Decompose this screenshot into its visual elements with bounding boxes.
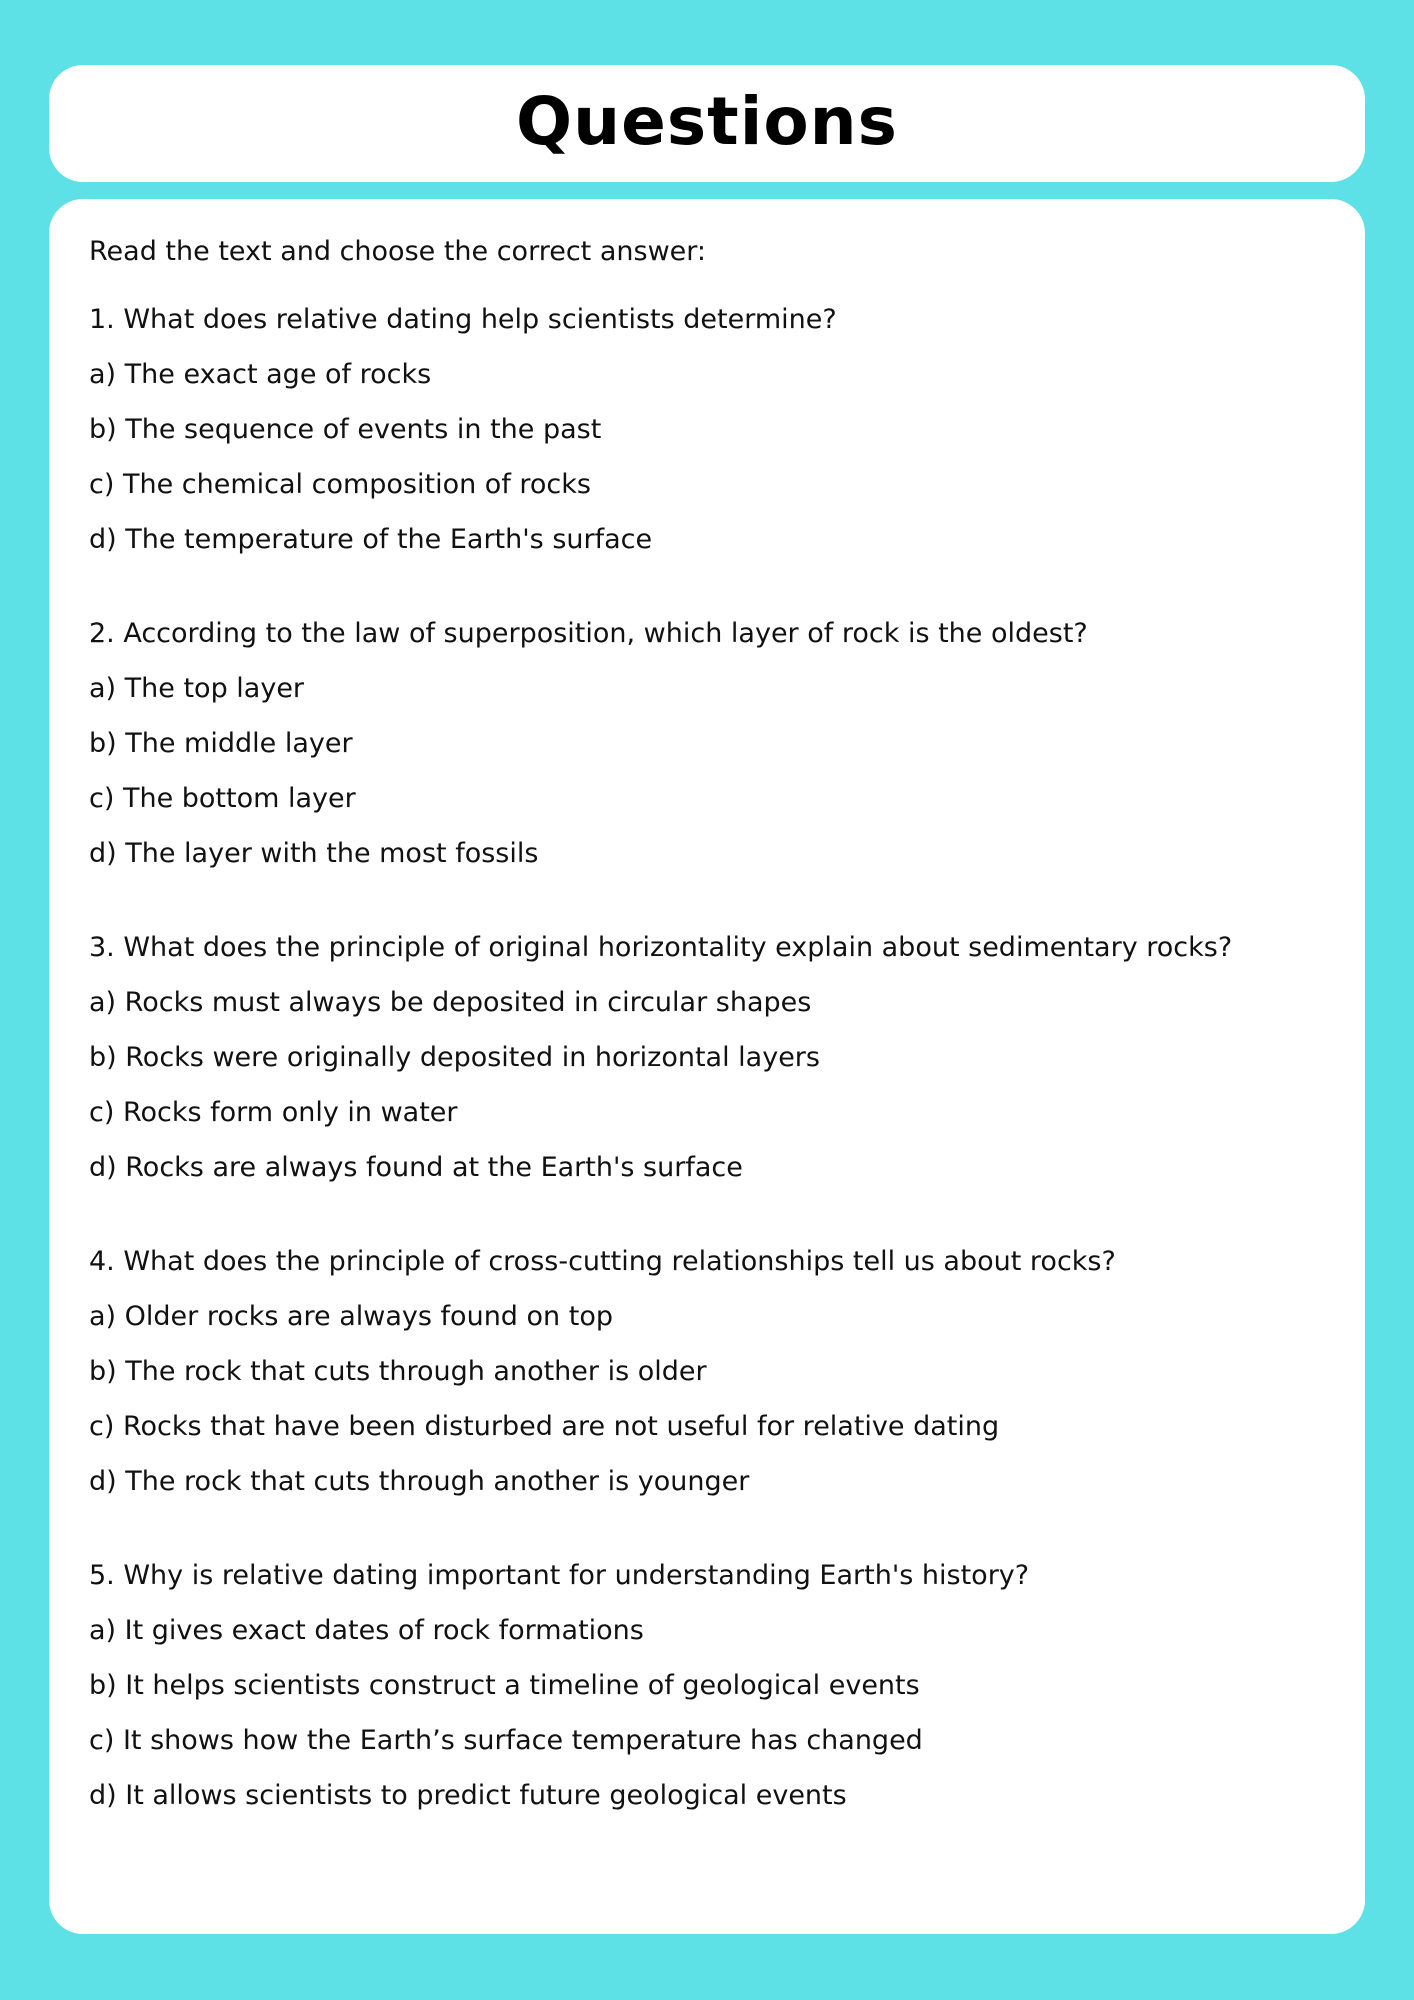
question-2 xyxy=(89,615,1325,873)
title-card xyxy=(49,65,1365,182)
question-4-option-b: b) The rock that cuts through another is older xyxy=(89,1356,707,1387)
question-4-options xyxy=(89,1298,1325,1501)
question-1-text: 1. What does relative dating help scientists determine? xyxy=(89,304,837,335)
question-5 xyxy=(89,1557,1325,1815)
question-3-text: 3. What does the principle of original horizontality explain about sedimentary rocks? xyxy=(89,932,1233,963)
question-4-text: 4. What does the principle of cross-cutting relationships tell us about rocks? xyxy=(89,1246,1116,1277)
questions-card xyxy=(49,199,1365,1934)
question-4-option-d: d) The rock that cuts through another is younger xyxy=(89,1466,750,1497)
instructions-text: Read the text and choose the correct answer: xyxy=(89,236,706,267)
question-2-options xyxy=(89,670,1325,873)
question-3-option-d: d) Rocks are always found at the Earth's surface xyxy=(89,1152,743,1183)
question-5-text: 5. Why is relative dating important for understanding Earth's history? xyxy=(89,1560,1030,1591)
question-1-option-a: a) The exact age of rocks xyxy=(89,359,432,390)
question-3-options xyxy=(89,984,1325,1187)
question-4-option-c: c) Rocks that have been disturbed are not useful for relative dating xyxy=(89,1411,1000,1442)
question-4 xyxy=(89,1243,1325,1501)
question-3-option-c: c) Rocks form only in water xyxy=(89,1097,458,1128)
question-5-option-b: b) It helps scientists construct a timeline of geological events xyxy=(89,1670,920,1701)
question-2-option-a: a) The top layer xyxy=(89,673,305,704)
question-2-option-b: b) The middle layer xyxy=(89,728,353,759)
question-5-options xyxy=(89,1612,1325,1815)
question-2-option-d: d) The layer with the most fossils xyxy=(89,838,539,869)
question-1-option-d: d) The temperature of the Earth's surface xyxy=(89,524,653,555)
question-2-text: 2. According to the law of superposition, which layer of rock is the oldest? xyxy=(89,618,1088,649)
question-3 xyxy=(89,929,1325,1187)
question-4-option-a: a) Older rocks are always found on top xyxy=(89,1301,613,1332)
question-1-option-c: c) The chemical composition of rocks xyxy=(89,469,591,500)
question-3-option-a: a) Rocks must always be deposited in circular shapes xyxy=(89,987,812,1018)
question-3-option-b: b) Rocks were originally deposited in horizontal layers xyxy=(89,1042,820,1073)
page-title: Questions xyxy=(516,82,898,160)
question-1-options xyxy=(89,356,1325,559)
question-5-option-d: d) It allows scientists to predict future geological events xyxy=(89,1780,847,1811)
question-1 xyxy=(89,301,1325,559)
question-5-option-c: c) It shows how the Earth’s surface temperature has changed xyxy=(89,1725,923,1756)
question-1-option-b: b) The sequence of events in the past xyxy=(89,414,602,445)
question-2-option-c: c) The bottom layer xyxy=(89,783,356,814)
question-5-option-a: a) It gives exact dates of rock formations xyxy=(89,1615,644,1646)
